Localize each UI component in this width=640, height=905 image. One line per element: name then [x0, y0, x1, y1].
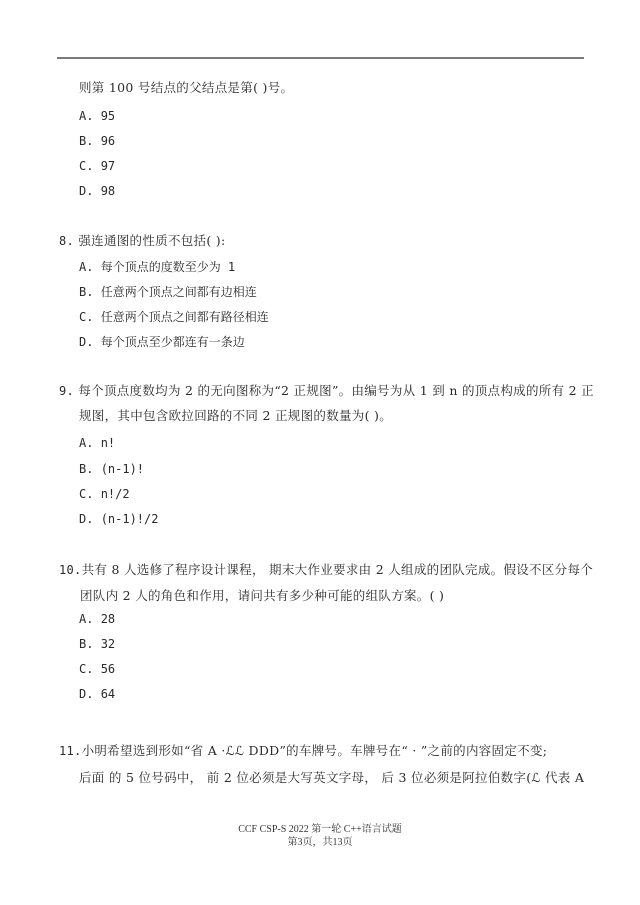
option-text: n!/2: [100, 487, 130, 501]
option-text: 95: [100, 109, 116, 123]
question-number: 11.: [59, 744, 82, 758]
question-10-stem-line-1: [59, 562, 593, 578]
option-letter: C.: [79, 662, 94, 676]
option-letter: B.: [79, 462, 94, 476]
option-text: 任意两个顶点之间都有边相连: [100, 285, 257, 299]
question-11-stem-line-2: 后面 的 5 位号码中， 前 2 位必须是大写英文字母， 后 3 位必须是阿拉伯数字(ℒ 代表 A: [79, 770, 585, 785]
option-text: 32: [100, 637, 116, 651]
question-text: 小明希望选到形如“省 A ·ℒℒ DDD”的车牌号。车牌号在“ · ”之前的内容固定不变;: [81, 743, 548, 758]
option-letter: D.: [79, 512, 94, 526]
question-10-option-b: [79, 636, 115, 652]
option-letter: C.: [79, 487, 94, 501]
option-letter: D.: [79, 687, 94, 701]
option-text: 每个顶点至少都连有一条边: [100, 335, 245, 349]
option-letter: D.: [79, 335, 94, 349]
option-text: 56: [100, 662, 116, 676]
footer-page-number: 第3页，共13页: [287, 837, 353, 848]
question-9-option-c: [79, 486, 130, 502]
question-11-stem-line-1: [59, 743, 547, 759]
option-text: n!: [100, 436, 116, 450]
question-8-option-b: [79, 284, 257, 300]
question-10-option-d: [79, 686, 115, 702]
option-text: 98: [100, 184, 116, 198]
question-number: 10.: [59, 563, 82, 577]
question-text: 每个顶点度数均为 2 的无向图称为“2 正规图”。由编号为从 1 到 n 的顶点构成的所有 2 正: [78, 383, 594, 398]
option-letter: C.: [79, 310, 94, 324]
option-letter: C.: [79, 159, 94, 173]
option-text: 每个顶点的度数至少为 1: [100, 260, 236, 274]
question-8-option-c: [79, 309, 269, 325]
question-number: 8.: [59, 234, 75, 248]
option-letter: B.: [79, 134, 94, 148]
question-9-stem-line-2: 规图，其中包含欧拉回路的不同 2 正规图的数量为( )。: [79, 408, 393, 423]
option-text: (n-1)!: [100, 462, 145, 476]
option-letter: B.: [79, 285, 94, 299]
question-7-option-a: [79, 108, 115, 124]
option-letter: A.: [79, 260, 94, 274]
question-9-option-a: [79, 435, 115, 451]
option-letter: D.: [79, 184, 94, 198]
question-7-stem-tail: 则第 100 号结点的父结点是第( )号。: [79, 80, 294, 95]
question-7-option-c: [79, 158, 115, 174]
question-text: 强连通图的性质不包括( ):: [78, 233, 226, 248]
question-10-option-a: [79, 611, 115, 627]
option-letter: A.: [79, 109, 94, 123]
option-letter: B.: [79, 637, 94, 651]
question-text: 共有 8 人选修了程序设计课程， 期末大作业要求由 2 人组成的团队完成。假设不区分每个: [81, 562, 594, 577]
option-text: 任意两个顶点之间都有路径相连: [100, 310, 269, 324]
option-letter: A.: [79, 436, 94, 450]
question-10-option-c: [79, 661, 115, 677]
question-number: 9.: [59, 384, 75, 398]
question-9-stem-line-1: [59, 383, 594, 399]
option-text: 28: [100, 612, 116, 626]
question-7-option-b: [79, 133, 115, 149]
footer-exam-title: CCF CSP-S 2022 第一轮 C++语言试题: [238, 824, 402, 835]
question-8-option-d: [79, 334, 245, 350]
option-text: 96: [100, 134, 116, 148]
option-text: 97: [100, 159, 116, 173]
question-8-stem: [59, 233, 225, 249]
question-9-option-b: [79, 461, 144, 477]
option-text: 64: [100, 687, 116, 701]
header-rule: [57, 57, 584, 59]
option-text: (n-1)!/2: [100, 512, 159, 526]
option-letter: A.: [79, 612, 94, 626]
question-8-option-a: [79, 259, 235, 275]
question-9-option-d: [79, 511, 158, 527]
question-10-stem-line-2: 团队内 2 人的角色和作用，请问共有多少种可能的组队方案。( ): [80, 588, 445, 603]
question-7-option-d: [79, 183, 115, 199]
